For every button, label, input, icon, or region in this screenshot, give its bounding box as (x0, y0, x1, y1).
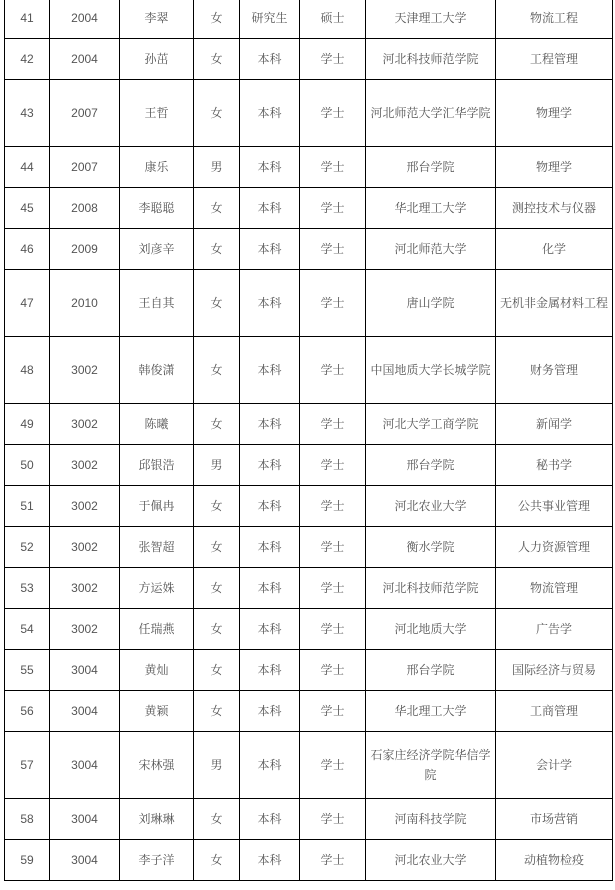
position-code-cell: 2010 (50, 270, 120, 337)
position-code-cell: 3002 (50, 527, 120, 568)
name-cell: 韩俊潇 (120, 337, 194, 404)
position-code-cell: 2008 (50, 188, 120, 229)
degree-cell: 学士 (300, 80, 366, 147)
table-row (5, 650, 613, 691)
degree-cell: 学士 (300, 840, 366, 881)
table-row (5, 799, 613, 840)
name-cell: 康乐 (120, 147, 194, 188)
name-cell: 任瑞燕 (120, 609, 194, 650)
gender-cell: 男 (194, 147, 240, 188)
row-number-cell: 56 (5, 691, 50, 732)
row-number-cell: 43 (5, 80, 50, 147)
gender-cell: 女 (194, 568, 240, 609)
education-cell: 本科 (240, 188, 300, 229)
position-code-cell: 3002 (50, 445, 120, 486)
name-cell: 李翠 (120, 0, 194, 39)
table-row (5, 568, 613, 609)
table-row (5, 445, 613, 486)
name-cell: 孙茁 (120, 39, 194, 80)
education-cell: 本科 (240, 650, 300, 691)
gender-cell: 女 (194, 229, 240, 270)
name-cell: 李子洋 (120, 840, 194, 881)
name-cell: 黄颖 (120, 691, 194, 732)
school-cell: 华北理工大学 (366, 691, 496, 732)
major-cell: 国际经济与贸易 (496, 650, 613, 691)
degree-cell: 学士 (300, 527, 366, 568)
education-cell: 本科 (240, 568, 300, 609)
table-row (5, 39, 613, 80)
major-cell: 物流管理 (496, 568, 613, 609)
table-row (5, 840, 613, 881)
gender-cell: 女 (194, 0, 240, 39)
school-cell: 华北理工大学 (366, 188, 496, 229)
row-number-cell: 41 (5, 0, 50, 39)
row-number-cell: 50 (5, 445, 50, 486)
education-cell: 本科 (240, 486, 300, 527)
school-cell: 石家庄经济学院华信学院 (366, 732, 496, 799)
table-row (5, 732, 613, 799)
position-code-cell: 3004 (50, 650, 120, 691)
degree-cell: 学士 (300, 229, 366, 270)
education-cell: 本科 (240, 404, 300, 445)
gender-cell: 女 (194, 39, 240, 80)
table-row (5, 188, 613, 229)
school-cell: 衡水学院 (366, 527, 496, 568)
major-cell: 广告学 (496, 609, 613, 650)
table-row (5, 229, 613, 270)
name-cell: 李聪聪 (120, 188, 194, 229)
gender-cell: 女 (194, 609, 240, 650)
gender-cell: 女 (194, 650, 240, 691)
name-cell: 王哲 (120, 80, 194, 147)
education-cell: 本科 (240, 691, 300, 732)
table-row (5, 0, 613, 39)
education-cell: 本科 (240, 445, 300, 486)
table-row (5, 337, 613, 404)
position-code-cell: 3002 (50, 486, 120, 527)
education-cell: 本科 (240, 39, 300, 80)
school-cell: 河北师范大学汇华学院 (366, 80, 496, 147)
education-cell: 本科 (240, 270, 300, 337)
position-code-cell: 3004 (50, 840, 120, 881)
position-code-cell: 2007 (50, 147, 120, 188)
table-row (5, 147, 613, 188)
gender-cell: 女 (194, 527, 240, 568)
gender-cell: 女 (194, 404, 240, 445)
table-row (5, 404, 613, 445)
major-cell: 工程管理 (496, 39, 613, 80)
position-code-cell: 3002 (50, 609, 120, 650)
school-cell: 河南科技学院 (366, 799, 496, 840)
row-number-cell: 57 (5, 732, 50, 799)
degree-cell: 学士 (300, 445, 366, 486)
school-cell: 河北科技师范学院 (366, 568, 496, 609)
education-cell: 本科 (240, 732, 300, 799)
education-cell: 本科 (240, 337, 300, 404)
name-cell: 王自其 (120, 270, 194, 337)
major-cell: 秘书学 (496, 445, 613, 486)
gender-cell: 女 (194, 80, 240, 147)
position-code-cell: 3002 (50, 568, 120, 609)
name-cell: 刘琳琳 (120, 799, 194, 840)
row-number-cell: 48 (5, 337, 50, 404)
degree-cell: 学士 (300, 799, 366, 840)
name-cell: 刘彦辛 (120, 229, 194, 270)
position-code-cell: 3004 (50, 732, 120, 799)
school-cell: 河北师范大学 (366, 229, 496, 270)
degree-cell: 学士 (300, 337, 366, 404)
position-code-cell: 3004 (50, 799, 120, 840)
roster-body (5, 0, 613, 881)
major-cell: 物理学 (496, 80, 613, 147)
row-number-cell: 52 (5, 527, 50, 568)
education-cell: 本科 (240, 527, 300, 568)
degree-cell: 学士 (300, 270, 366, 337)
table-row (5, 691, 613, 732)
position-code-cell: 3002 (50, 337, 120, 404)
position-code-cell: 2009 (50, 229, 120, 270)
school-cell: 中国地质大学长城学院 (366, 337, 496, 404)
degree-cell: 学士 (300, 650, 366, 691)
table-row (5, 80, 613, 147)
table-row (5, 609, 613, 650)
gender-cell: 女 (194, 188, 240, 229)
education-cell: 研究生 (240, 0, 300, 39)
major-cell: 无机非金属材料工程 (496, 270, 613, 337)
education-cell: 本科 (240, 609, 300, 650)
degree-cell: 学士 (300, 404, 366, 445)
row-number-cell: 44 (5, 147, 50, 188)
degree-cell: 学士 (300, 188, 366, 229)
table-row (5, 270, 613, 337)
school-cell: 邢台学院 (366, 147, 496, 188)
position-code-cell: 3002 (50, 404, 120, 445)
degree-cell: 硕士 (300, 0, 366, 39)
major-cell: 市场营销 (496, 799, 613, 840)
gender-cell: 女 (194, 840, 240, 881)
row-number-cell: 42 (5, 39, 50, 80)
school-cell: 邢台学院 (366, 650, 496, 691)
major-cell: 会计学 (496, 732, 613, 799)
education-cell: 本科 (240, 840, 300, 881)
school-cell: 邢台学院 (366, 445, 496, 486)
name-cell: 陈曦 (120, 404, 194, 445)
table-row (5, 486, 613, 527)
degree-cell: 学士 (300, 147, 366, 188)
candidate-roster-table (4, 0, 613, 881)
row-number-cell: 58 (5, 799, 50, 840)
name-cell: 方运姝 (120, 568, 194, 609)
row-number-cell: 45 (5, 188, 50, 229)
gender-cell: 男 (194, 732, 240, 799)
row-number-cell: 53 (5, 568, 50, 609)
education-cell: 本科 (240, 229, 300, 270)
degree-cell: 学士 (300, 732, 366, 799)
school-cell: 唐山学院 (366, 270, 496, 337)
name-cell: 邱银浩 (120, 445, 194, 486)
degree-cell: 学士 (300, 609, 366, 650)
major-cell: 化学 (496, 229, 613, 270)
gender-cell: 女 (194, 691, 240, 732)
school-cell: 河北地质大学 (366, 609, 496, 650)
major-cell: 物理学 (496, 147, 613, 188)
position-code-cell: 2004 (50, 0, 120, 39)
row-number-cell: 47 (5, 270, 50, 337)
degree-cell: 学士 (300, 39, 366, 80)
major-cell: 动植物检疫 (496, 840, 613, 881)
major-cell: 物流工程 (496, 0, 613, 39)
gender-cell: 男 (194, 445, 240, 486)
major-cell: 公共事业管理 (496, 486, 613, 527)
row-number-cell: 59 (5, 840, 50, 881)
name-cell: 黄灿 (120, 650, 194, 691)
row-number-cell: 54 (5, 609, 50, 650)
name-cell: 宋林强 (120, 732, 194, 799)
row-number-cell: 51 (5, 486, 50, 527)
position-code-cell: 2004 (50, 39, 120, 80)
row-number-cell: 46 (5, 229, 50, 270)
school-cell: 河北科技师范学院 (366, 39, 496, 80)
position-code-cell: 3004 (50, 691, 120, 732)
school-cell: 天津理工大学 (366, 0, 496, 39)
major-cell: 新闻学 (496, 404, 613, 445)
school-cell: 河北农业大学 (366, 840, 496, 881)
education-cell: 本科 (240, 147, 300, 188)
gender-cell: 女 (194, 799, 240, 840)
major-cell: 测控技术与仪器 (496, 188, 613, 229)
gender-cell: 女 (194, 337, 240, 404)
table-row (5, 527, 613, 568)
education-cell: 本科 (240, 799, 300, 840)
position-code-cell: 2007 (50, 80, 120, 147)
school-cell: 河北农业大学 (366, 486, 496, 527)
degree-cell: 学士 (300, 568, 366, 609)
gender-cell: 女 (194, 270, 240, 337)
education-cell: 本科 (240, 80, 300, 147)
major-cell: 工商管理 (496, 691, 613, 732)
row-number-cell: 49 (5, 404, 50, 445)
degree-cell: 学士 (300, 486, 366, 527)
major-cell: 人力资源管理 (496, 527, 613, 568)
row-number-cell: 55 (5, 650, 50, 691)
degree-cell: 学士 (300, 691, 366, 732)
major-cell: 财务管理 (496, 337, 613, 404)
name-cell: 张智超 (120, 527, 194, 568)
name-cell: 于佩冉 (120, 486, 194, 527)
gender-cell: 女 (194, 486, 240, 527)
school-cell: 河北大学工商学院 (366, 404, 496, 445)
